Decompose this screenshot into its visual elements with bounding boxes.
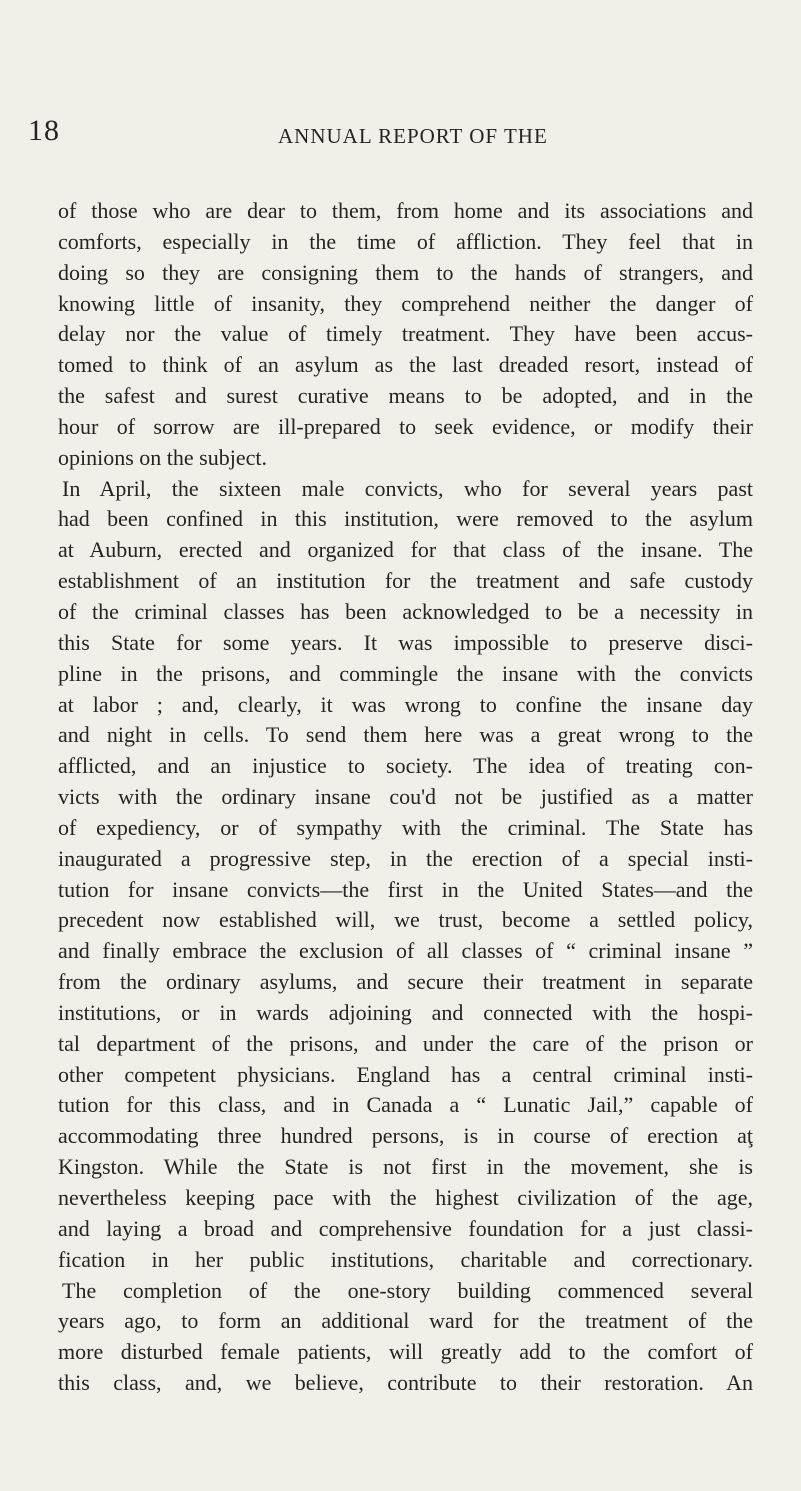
text-line: of the criminal classes has been acknowledged to be a necessity in xyxy=(58,598,753,624)
text-line: doing so they are consigning them to the hands of strangers, and xyxy=(58,259,753,285)
text-line: at labor ; and, clearly, it was wrong to confine the insane day xyxy=(58,691,753,717)
text-line: the safest and surest curative means to be adopted, and in the xyxy=(58,383,753,409)
text-line: pline in the prisons, and commingle the insane with the convicts xyxy=(58,660,753,686)
text-line: more disturbed female patients, will greatly add to the comfort of xyxy=(58,1339,753,1365)
text-line: years ago, to form an additional ward for the treatment of the xyxy=(58,1308,753,1334)
text-line: inaugurated a progressive step, in the erection of a special insti- xyxy=(58,845,753,871)
text-line: at Auburn, erected and organized for that class of the insane. The xyxy=(58,537,753,563)
text-line: of expediency, or of sympathy with the criminal. The State has xyxy=(58,814,753,840)
running-title: ANNUAL REPORT OF THE xyxy=(278,124,548,148)
text-line: opinions on the subject. xyxy=(58,444,267,470)
text-line: institutions, or in wards adjoining and connected with the hospi- xyxy=(58,999,753,1025)
text-line: tution for this class, and in Canada a “ Lunatic Jail,” capable of xyxy=(58,1092,753,1118)
text-line: In April, the sixteen male convicts, who for several years past xyxy=(62,475,753,501)
text-line: nevertheless keeping pace with the highest civilization of the age, xyxy=(58,1185,753,1210)
text-line: fication in her public institutions, charitable and correctionary. xyxy=(58,1246,753,1272)
text-line: Kingston. While the State is not first in the movement, she is xyxy=(58,1154,753,1180)
text-line: The completion of the one-story building commenced several xyxy=(62,1277,753,1303)
text-line: and night in cells. To send them here was a great wrong to the xyxy=(58,722,753,748)
text-line: and finally embrace the exclusion of all classes of “ criminal insane ” xyxy=(58,938,753,964)
body-text xyxy=(58,196,753,1399)
text-line: tution for insane convicts—the first in the United States—and the xyxy=(58,876,753,902)
text-line: this State for some years. It was impossible to preserve disci- xyxy=(58,629,753,655)
text-line: from the ordinary asylums, and secure their treatment in separate xyxy=(58,969,753,995)
text-line: establishment of an institution for the treatment and safe custody xyxy=(58,568,753,594)
page-header xyxy=(28,114,761,148)
text-line: tal department of the prisons, and under the care of the prison or xyxy=(58,1030,753,1056)
text-line: delay nor the value of timely treatment. They have been accus- xyxy=(58,321,753,347)
text-line: tomed to think of an asylum as the last dreaded resort, instead of xyxy=(58,352,753,378)
text-line: other competent physicians. England has a central criminal insti- xyxy=(58,1061,753,1087)
text-line: precedent now established will, we trust, become a settled policy, xyxy=(58,907,753,933)
text-line: of those who are dear to them, from home and its associations and xyxy=(58,198,753,223)
text-line: comforts, especially in the time of affliction. They feel that in xyxy=(58,228,753,254)
text-line: accommodating three hundred persons, is in course of erection aţ xyxy=(58,1123,753,1149)
text-line: and laying a broad and comprehensive foundation for a just classi- xyxy=(58,1215,753,1241)
text-line: this class, and, we believe, contribute to their restoration. An xyxy=(58,1370,753,1396)
text-line: afflicted, and an injustice to society. The idea of treating con- xyxy=(58,753,753,779)
text-line: hour of sorrow are ill-prepared to seek evidence, or modify their xyxy=(58,413,753,439)
text-line: had been confined in this institution, were removed to the asylum xyxy=(58,506,753,532)
page-number: 18 xyxy=(28,114,60,147)
text-line: victs with the ordinary insane cou'd not be justified as a matter xyxy=(58,784,753,810)
text-line: knowing little of insanity, they comprehend neither the danger of xyxy=(58,290,753,316)
